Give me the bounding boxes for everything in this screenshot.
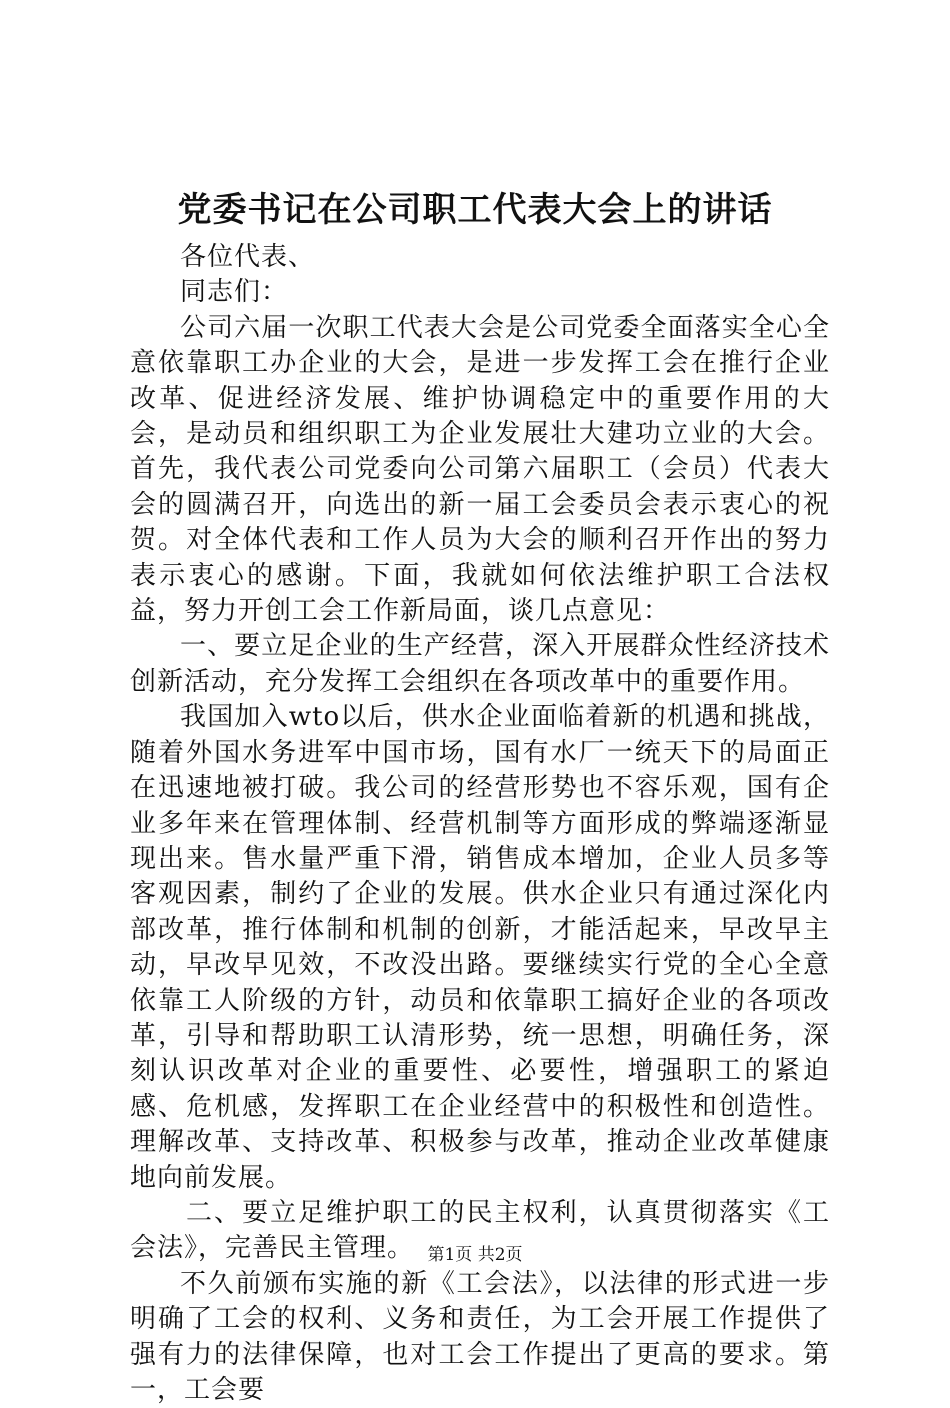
section-heading: 二、要立足维护职工的民主权利，认真贯彻落实《工会法》，完善民主管理。 (130, 1197, 830, 1264)
document-body (130, 240, 830, 1408)
section-heading: 一、要立足企业的生产经营，深入开展群众性经济技术创新活动，充分发挥工会组织在各项改革中的重要作用。 (130, 631, 830, 697)
document-title: 党委书记在公司职工代表大会上的讲话 (177, 190, 773, 230)
body-paragraph: 公司六届一次职工代表大会是公司党委全面落实全心全意依靠职工办企业的大会，是进一步发挥工会在推行企业改革、促进经济发展、维护协调稳定中的重要作用的大会，是动员和组织职工为企业发展壮大建功立业的大会。首先，我代表公司党委向公司第六届职工（会员）代表大会的圆满召开，向选出的新一届工会委员会表示衷心的祝贺。对全体代表和工作人员为大会的顺利召开作出的努力表示衷心的感谢。下面，我就如何依法维护职工合法权益，努力开创工会工作新局面，谈几点意见： (130, 312, 830, 627)
salutation-line: 各位代表、 (180, 242, 316, 272)
body-paragraph: 不久前颁布实施的新《工会法》，以法律的形式进一步明确了工会的权利、义务和责任，为工会开展工作提供了强有力的法律保障，也对工会工作提出了更高的要求。第一，工会要 (130, 1268, 830, 1405)
body-paragraph: 我国加入wto以后，供水企业面临着新的机遇和挑战，随着外国水务进军中国市场，国有水厂一统天下的局面正在迅速地被打破。我公司的经营形势也不容乐观，国有企业多年来在管理体制、经营机制等方面形成的弊端逐渐显现出来。售水量严重下滑，销售成本增加，企业人员多等客观因素，制约了企业的发展。供水企业只有通过深化内部改革，推行体制和机制的创新，才能活起来，早改早主动，早改早见效，不改没出路。要继续实行党的全心全意依靠工人阶级的方针，动员和依靠职工搞好企业的各项改革，引导和帮助职工认清形势，统一思想，明确任务，深刻认识改革对企业的重要性、必要性，增强职工的紧迫感、危机感，发挥职工在企业经营中的积极性和创造性。理解改革、支持改革、积极参与改革，推动企业改革健康地向前发展。 (130, 702, 830, 1193)
page-indicator: 第1页 共2页 (427, 1245, 523, 1265)
salutation-line: 同志们： (180, 277, 289, 308)
